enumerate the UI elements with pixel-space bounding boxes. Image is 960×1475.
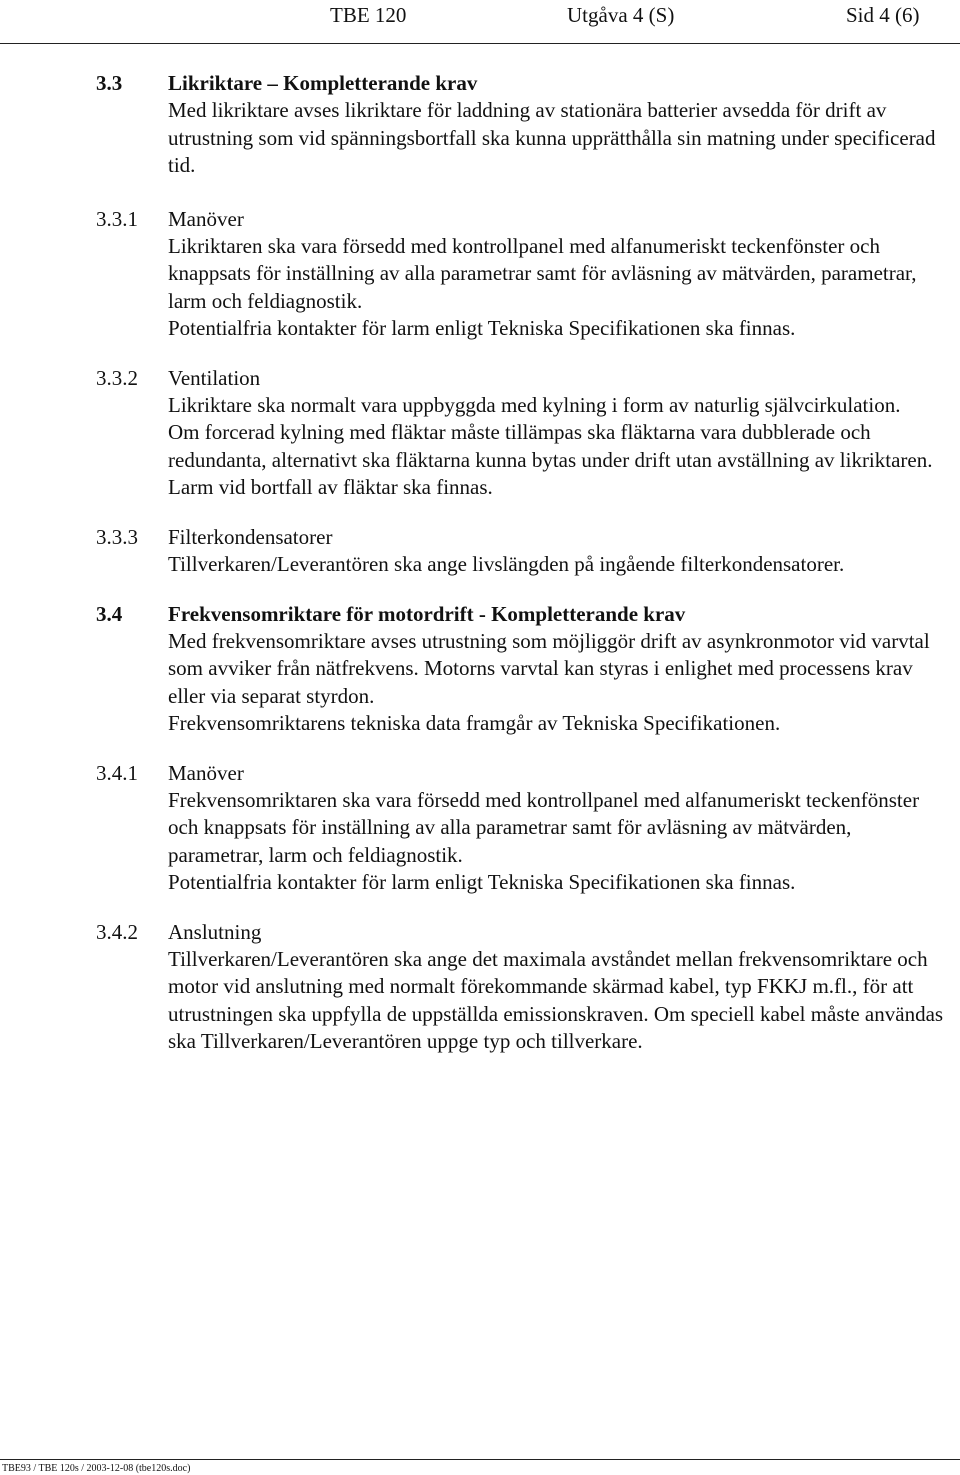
header-edition: Utgåva 4 (S) [567, 3, 675, 27]
section-title: Likriktare – Kompletterande krav [168, 71, 478, 95]
document-body [0, 70, 960, 1078]
section-number: 3.4.1 [96, 760, 138, 785]
section-number: 3.3.3 [96, 524, 138, 549]
section-paragraph: Frekvensomriktaren ska vara försedd med kontrollpanel med alfanumeriskt teckenfönster och knappsats för inställning av alla parametrar samt för avläsning av mätvärden, parametrar, larm och feldiagnostik. [168, 787, 920, 867]
section-number: 3.3.2 [96, 365, 138, 390]
header-page-number: Sid 4 (6) [846, 3, 920, 27]
section-paragraph: Potentialfria kontakter för larm enligt Tekniska Specifikationen ska finnas. [168, 870, 796, 895]
section-number: 3.3 [96, 71, 123, 95]
section-paragraph: Potentialfria kontakter för larm enligt Tekniska Specifikationen ska finnas. [168, 316, 796, 341]
section-paragraph: Om forcerad kylning med fläktar måste tillämpas ska fläktarna vara dubblerade och redundanta, alternativt ska fläktarna kunna bytas under drift utan avställning av likriktaren. Larm vid bortfall av fläktar ska finnas. [168, 420, 933, 500]
section-3-3-1 [0, 206, 960, 343]
header-divider [0, 43, 960, 44]
header-document-id: TBE 120 [330, 3, 407, 27]
section-title: Ventilation [168, 365, 261, 390]
section-paragraph: Med likriktare avses likriktare för laddning av stationära batterier avsedda för drift av utrustning som vid spänningsbortfall ska kunna upprätthålla sin matning under specificerad tid. [168, 98, 936, 178]
section-paragraph: Likriktaren ska vara försedd med kontrollpanel med alfanumeriskt teckenfönster och knappsats för inställning av alla parametrar samt för avläsning av mätvärden, parametrar, larm och feldiagnostik. [168, 234, 917, 313]
section-3-4 [0, 601, 960, 738]
section-3-3 [0, 70, 960, 180]
page-header [0, 2, 960, 42]
section-3-4-2 [0, 919, 960, 1056]
section-3-4-1 [0, 760, 960, 897]
section-paragraph: Likriktare ska normalt vara uppbyggda med kylning i form av naturlig självcirkulation. [168, 393, 901, 418]
section-paragraph: Tillverkaren/Leverantören ska ange det maximala avståndet mellan frekvensomriktare och motor vid anslutning med normalt förekommande skärmad kabel, typ FKKJ m.fl., för att utrustningen ska uppfylla de uppställda emissionskraven. Om speciell kabel måste användas ska Tillverkaren/Leverantören uppge typ och tillverkare. [168, 946, 944, 1054]
section-number: 3.3.1 [96, 206, 138, 231]
section-3-3-3 [0, 524, 960, 579]
section-paragraph: Frekvensomriktarens tekniska data framgår av Tekniska Specifikationen. [168, 711, 781, 736]
section-title: Frekvensomriktare för motordrift - Kompletterande krav [168, 601, 686, 626]
section-title: Manöver [168, 206, 244, 231]
section-paragraph: Med frekvensomriktare avses utrustning som möjliggör drift av asynkronmotor vid varvtal som avviker från nätfrekvens. Motorns varvtal kan styras i enlighet med processens krav eller via separat styrdon. [168, 628, 930, 708]
section-title: Manöver [168, 760, 244, 785]
page-footer: TBE93 / TBE 120s / 2003-12-08 (tbe120s.doc) [2, 1463, 191, 1474]
footer-divider [0, 1459, 960, 1460]
section-3-3-2 [0, 365, 960, 502]
section-title: Anslutning [168, 919, 262, 944]
section-paragraph: Tillverkaren/Leverantören ska ange livslängden på ingående filterkondensatorer. [168, 552, 845, 577]
section-number: 3.4 [96, 601, 123, 626]
section-title: Filterkondensatorer [168, 524, 333, 549]
section-number: 3.4.2 [96, 919, 138, 944]
